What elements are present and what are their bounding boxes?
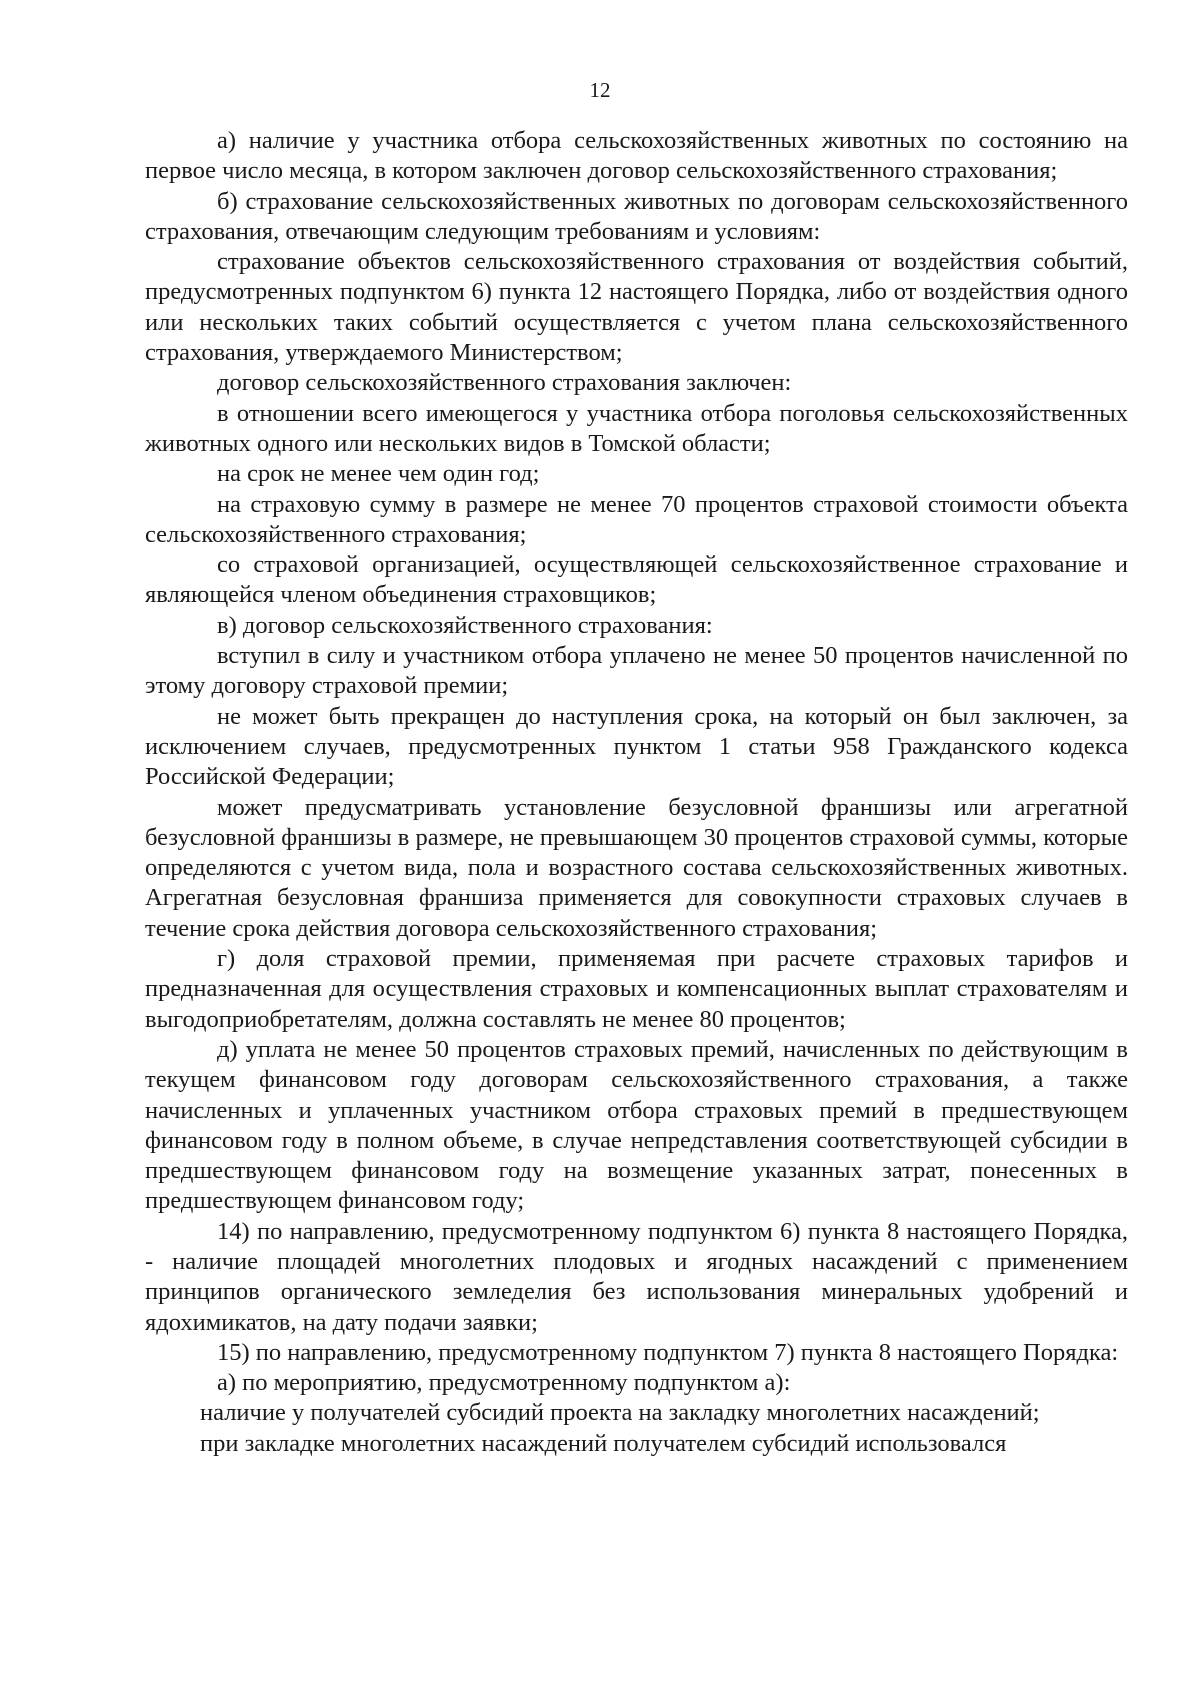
paragraph: на срок не менее чем один год; (217, 460, 540, 488)
paragraph: может предусматривать установление безусловной франшизы или агрегатной безусловной франшизы в размере, не превышающем 30 процентов страховой суммы, которые определяются с учетом вида, пола и возрастного состава сельскохозяйственных животных. Агрегатная безусловная франшиза применяется для совокупности страховых случаев в течение срока действия договора сельскохозяйственного страхования; (145, 793, 1128, 942)
paragraph: 15) по направлению, предусмотренному подпунктом 7) пункта 8 настоящего Порядка: (217, 1338, 1119, 1366)
paragraph: г) доля страховой премии, применяемая при расчете страховых тарифов и предназначенная для осуществления страховых и компенсационных выплат страхователям и выгодоприобретателям, должна составлять не менее 80 процентов; (145, 945, 1128, 1033)
document-body (145, 126, 1128, 1459)
paragraph: на страховую сумму в размере не менее 70 процентов страховой стоимости объекта сельскохозяйственного страхования; (145, 490, 1128, 548)
paragraph: в) договор сельскохозяйственного страхования: (217, 611, 713, 639)
paragraph: д) уплата не менее 50 процентов страховых премий, начисленных по действующим в текущем финансовом году договорам сельскохозяйственного страхования, а также начисленных и уплаченных участником отбора страховых премий в предшествующем финансовом году в полном объеме, в случае непредставления соответствующей субсидии в предшествующем финансовом году на возмещение указанных затрат, понесенных в предшествующем финансовом году; (145, 1035, 1128, 1215)
paragraph: а) по мероприятию, предусмотренному подпунктом а): (217, 1369, 791, 1397)
paragraph: при закладке многолетних насаждений получателем субсидий использовался (200, 1429, 1007, 1457)
page-number: 12 (589, 78, 611, 102)
paragraph: договор сельскохозяйственного страхования заключен: (217, 369, 792, 397)
paragraph: страхование объектов сельскохозяйственного страхования от воздействия событий, предусмотренных подпунктом 6) пункта 12 настоящего Порядка, либо от воздействия одного или нескольких таких событий осуществляется с учетом плана сельскохозяйственного страхования, утверждаемого Министерством; (145, 248, 1128, 367)
paragraph: не может быть прекращен до наступления срока, на который он был заключен, за исключением случаев, предусмотренных пунктом 1 статьи 958 Гражданского кодекса Российской Федерации; (145, 702, 1128, 791)
paragraph: а) наличие у участника отбора сельскохозяйственных животных по состоянию на первое число месяца, в котором заключен договор сельскохозяйственного страхования; (145, 127, 1128, 185)
paragraph: б) страхование сельскохозяйственных животных по договорам сельскохозяйственного страхования, отвечающим следующим требованиям и условиям: (145, 187, 1128, 245)
paragraph: со страховой организацией, осуществляющей сельскохозяйственное страхование и являющейся членом объединения страховщиков; (145, 551, 1128, 609)
paragraph: 14) по направлению, предусмотренному подпунктом 6) пункта 8 настоящего Порядка, - наличие площадей многолетних плодовых и ягодных насаждений с применением принципов органического земледелия без использования минеральных удобрений и ядохимикатов, на дату подачи заявки; (145, 1217, 1128, 1336)
paragraph: наличие у получателей субсидий проекта на закладку многолетних насаждений; (200, 1399, 1040, 1427)
paragraph: вступил в силу и участником отбора уплачено не менее 50 процентов начисленной по этому договору страховой премии; (145, 642, 1128, 700)
paragraph: в отношении всего имеющегося у участника отбора поголовья сельскохозяйственных животных одного или нескольких видов в Томской области; (145, 399, 1128, 457)
